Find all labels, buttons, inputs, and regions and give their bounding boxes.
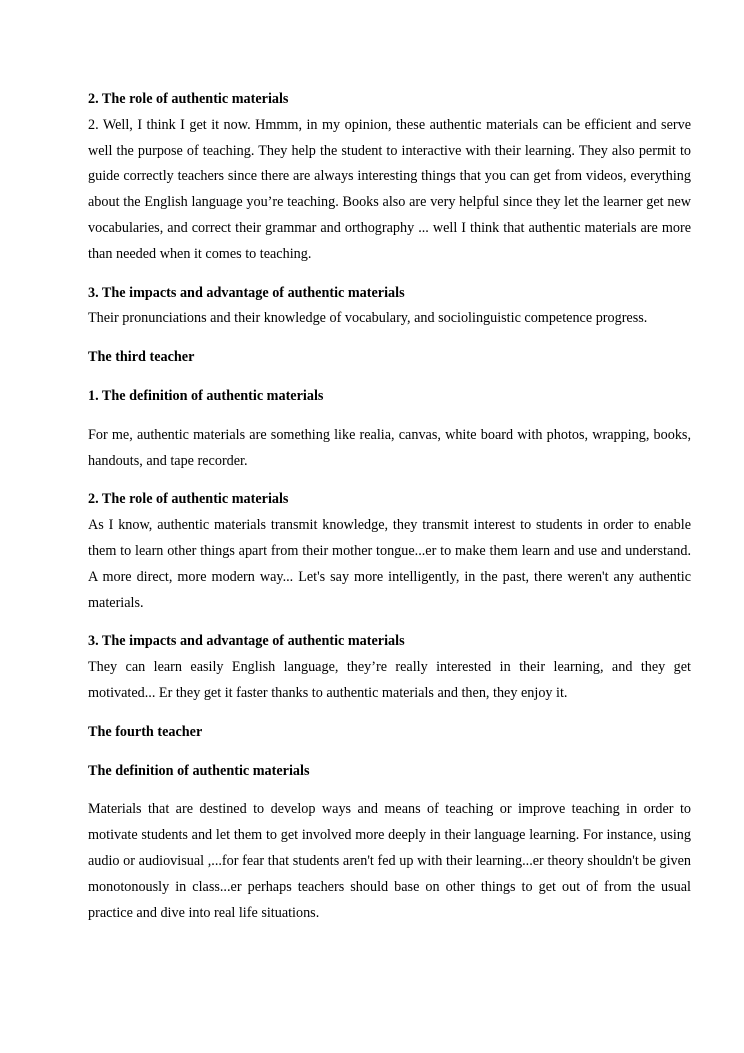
section-heading-role-3: 2. The role of authentic materials [88,491,289,508]
section-text-definition-3: For me, authentic materials are something like realia, canvas, white board with photos, wrapping, books, handouts, and tape recorder. [88,426,691,469]
section-heading-role-2: 2. The role of authentic materials [88,91,289,107]
section-text-definition-4: Materials that are destined to develop ways and means of teaching or improve teaching in order to motivate students and let them to get involved more deeply in their language learning. For instance, using audio or audiovisual ,...for fear that students aren't fed up with their learning...er theory shouldn't be given monotonously in class...er perhaps teachers should base on other things to get out of from the usual practice and dive into real life situations. [88,801,691,921]
section-heading-impacts-3: 3. The impacts and advantage of authentic materials [88,633,405,650]
section-heading-definition-3: 1. The definition of authentic materials [88,387,324,404]
section-text-role-3: As I know, authentic materials transmit knowledge, they transmit interest to students in order to enable them to learn other things apart from their mother tongue...er to make them learn and use and understand. A more direct, more modern way... Let's say more intelligently, in the past, there weren't any authentic materials. [88,517,691,611]
section-heading-definition-4: The definition of authentic materials [88,762,310,779]
section-text-impacts-2: Their pronunciations and their knowledge of vocabulary, and sociolinguistic competence progress. [88,310,648,327]
section-text-role-2: 2. Well, I think I get it now. Hmmm, in my opinion, these authentic materials can be efficient and serve well the purpose of teaching. They help the student to interactive with their learning. They also permit to guide correctly teachers since there are always interesting things that you can get from videos, everything about the English language you’re teaching. Books also are very helpful since they let the learner get new vocabularies, and correct their grammar and orthography ... well I think that authentic materials are more than needed when it comes to teaching. [88,116,691,262]
section-text-impacts-3: They can learn easily English language, they’re really interested in their learning, and they get motivated... Er they get it faster thanks to authentic materials and then, they enjoy it. [88,659,691,701]
document-page [88,87,691,926]
section-heading-impacts-2: 3. The impacts and advantage of authentic materials [88,284,405,301]
fourth-teacher-heading: The fourth teacher [88,723,203,740]
third-teacher-heading: The third teacher [88,349,195,366]
